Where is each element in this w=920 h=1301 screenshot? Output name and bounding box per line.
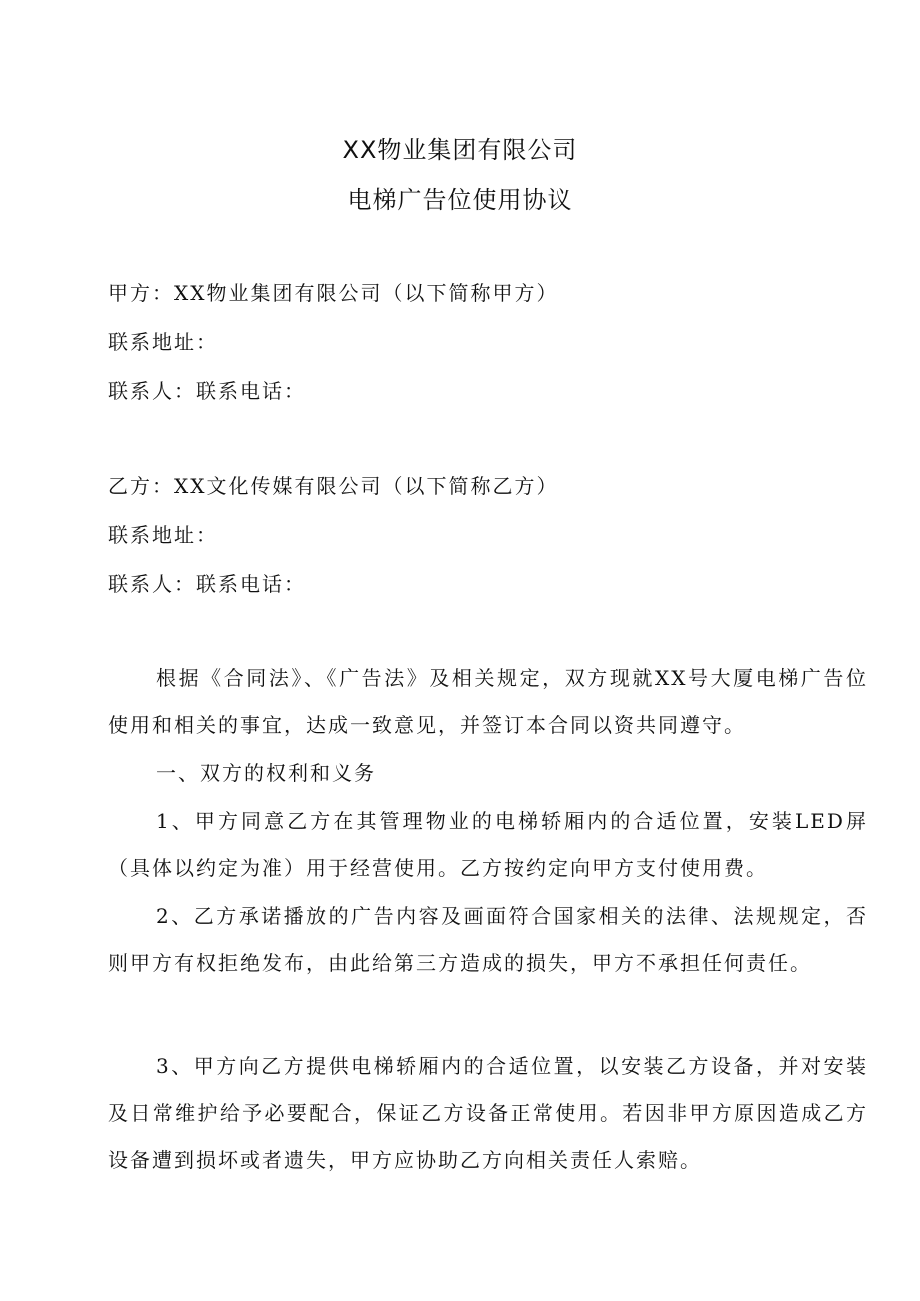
agreement-title: 电梯广告位使用协议: [347, 186, 573, 214]
party-b-name: 乙方：XX文化传媒有限公司（以下简称乙方）: [108, 474, 559, 498]
section-heading: 一、双方的权利和义务: [156, 761, 376, 785]
company-title: XX物业集团有限公司: [342, 136, 578, 164]
party-b-address: 联系地址：: [108, 523, 218, 547]
party-a-address: 联系地址：: [108, 330, 218, 354]
party-a-contact: 联系人：联系电话：: [108, 379, 306, 403]
clause-2: 2、乙方承诺播放的广告内容及画面符合国家相关的法律、法规规定，否则甲方有权拒绝发布，由此给第三方造成的损失，甲方不承担任何责任。: [108, 904, 868, 975]
intro-paragraph: 根据《合同法》、《广告法》及相关规定，双方现就XX号大厦电梯广告位使用和相关的事宜，达成一致意见，并签订本合同以资共同遵守。: [108, 666, 868, 737]
clause-3: 3、甲方向乙方提供电梯轿厢内的合适位置，以安装乙方设备，并对安装及日常维护给予必要配合，保证乙方设备正常使用。若因非甲方原因造成乙方设备遭到损坏或者遗失，甲方应协助乙方向相关责任人索赔。: [108, 1054, 868, 1172]
clause-1: 1、甲方同意乙方在其管理物业的电梯轿厢内的合适位置，安装LED屏（具体以约定为准）用于经营使用。乙方按约定向甲方支付使用费。: [108, 809, 868, 880]
party-b-contact: 联系人：联系电话：: [108, 572, 306, 596]
party-a-name: 甲方：XX物业集团有限公司（以下简称甲方）: [108, 281, 559, 305]
